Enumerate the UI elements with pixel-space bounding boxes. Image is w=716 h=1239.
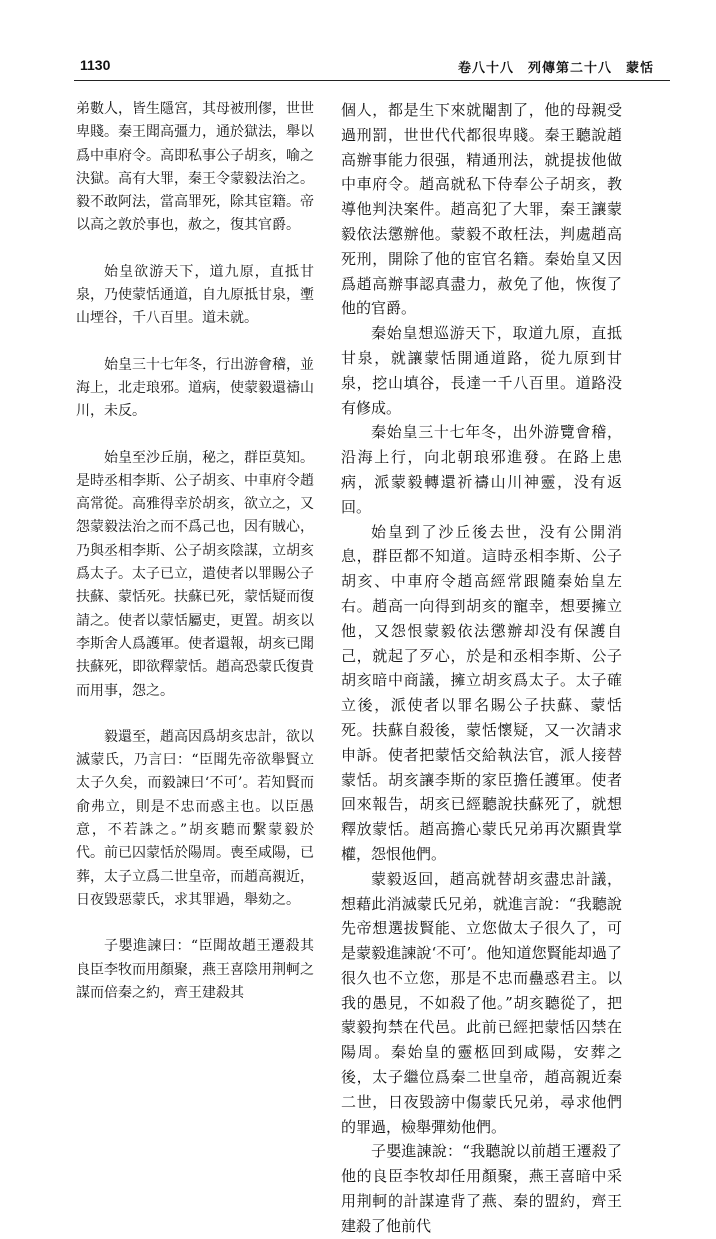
paragraph-gap: [76, 912, 314, 935]
page-header: [60, 55, 672, 79]
translation-paragraph: 蒙毅返回，趙高就替胡亥盡忠計議，想藉此消滅蒙氏兄弟，就進言說：“我聽說先帝想選拔賢能、立您做太子很久了，可是蒙毅進諫說‘不可’。他知道您賢能却過了很久也不立您，那是不忠而蠱惑君主。以我的愚見，不如殺了他。”胡亥聽從了，把蒙毅拘禁在代邑。此前已經把蒙恬囚禁在陽周。秦始皇的靈柩回到咸陽，安葬之後，太子繼位爲秦二世皇帝，趙高親近秦二世，日夜毀謗中傷蒙氏兄弟，尋求他們的罪過，檢舉彈劾他們。: [341, 869, 622, 1136]
paragraph-gap: [76, 703, 314, 726]
translation-paragraph: 秦始皇三十七年冬，出外游覽會稽，沿海上行，向北朝琅邪進發。在路上患病，派蒙毅轉還祈禱山川神靈，没有返回。: [341, 423, 622, 516]
running-title: 卷八十八 列傳第二十八 蒙恬: [457, 61, 654, 76]
page-number: 1130: [80, 57, 111, 73]
classical-paragraph: 始皇欲游天下，道九原，直抵甘泉，乃使蒙恬通道，自九原抵甘泉，壍山堙谷，千八百里。道未就。: [76, 263, 314, 327]
translation-paragraph: 子嬰進諫說：“我聽說以前趙王遷殺了他的良臣李牧却任用顏聚，燕王喜暗中采用荆軻的計謀違背了燕、秦的盟約，齊王建殺了他前代: [341, 1142, 622, 1235]
translation-paragraph: 秦始皇想巡游天下，取道九原，直抵甘泉，就讓蒙恬開通道路，從九原到甘泉，挖山填谷，長達一千八百里。道路没有修成。: [341, 324, 622, 417]
paragraph-gap: [76, 238, 314, 261]
classical-paragraph: 始皇至沙丘崩，秘之，群臣莫知。是時丞相李斯、公子胡亥、中車府令趙高常從。高雅得幸於胡亥，欲立之，又怨蒙毅法治之而不爲己也，因有賊心，乃與丞相李斯、公子胡亥陰謀，立胡亥爲太子。太子已立，遣使者以罪賜公子扶蘇、蒙恬死。扶蘇已死，蒙恬疑而復請之。使者以蒙恬屬吏，更置。胡亥以李斯舍人爲護軍。使者還報，胡亥已聞扶蘇死，即欲釋蒙恬。趙高恐蒙氏復貴而用事，怨之。: [76, 449, 314, 699]
translation-column: [341, 98, 622, 1239]
classical-paragraph: 毅還至，趙高因爲胡亥忠計，欲以滅蒙氏，乃言曰：“臣聞先帝欲舉賢立太子久矣，而毅諫曰‘不可’。若知賢而俞弗立，則是不忠而惑主也。以臣愚意，不若誅之。”胡亥聽而繫蒙毅於代。前已囚蒙恬於陽周。喪至咸陽，已葬，太子立爲二世皇帝，而趙高親近，日夜毀惡蒙氏，求其罪過，舉劾之。: [76, 728, 314, 908]
header-rule: [74, 80, 670, 81]
translation-paragraph: 始皇到了沙丘後去世，没有公開消息，群臣都不知道。這時丞相李斯、公子胡亥、中車府令趙高經常跟隨秦始皇左右。趙高一向得到胡亥的寵幸，想要擁立他，又怨恨蒙毅依法懲辦却没有保護自己，就起了歹心，於是和丞相李斯、公子胡亥暗中商議，擁立胡亥爲太子。太子確立後，派使者以罪名賜公子扶蘇、蒙恬死。扶蘇自殺後，蒙恬懷疑，又一次請求申訴。使者把蒙恬交給執法官，派人接替蒙恬。胡亥讓李斯的家臣擔任護軍。使者回來報告，胡亥已經聽說扶蘇死了，就想釋放蒙恬。趙高擔心蒙氏兄弟再次顯貴掌權，怨恨他們。: [341, 522, 622, 863]
classical-text-column: [76, 98, 314, 1005]
translation-paragraph: 個人，都是生下來就閹割了，他的母親受過刑罰，世世代代都很卑賤。秦王聽說趙高辦事能力很强，精通刑法，就提拔他做中車府令。趙高就私下侍奉公子胡亥，教導他判決案件。趙高犯了大罪，秦王讓蒙毅依法懲辦他。蒙毅不敢枉法，判處趙高死刑，開除了他的宦官名籍。秦始皇又因爲趙高辦事認真盡力，赦免了他，恢復了他的官爵。: [341, 101, 622, 318]
paragraph-gap: [76, 424, 314, 447]
paragraph-gap: [76, 331, 314, 354]
classical-paragraph: 弟數人，皆生隱宮，其母被刑僇，世世卑賤。秦王聞高彊力，通於獄法，舉以爲中車府令。高即私事公子胡亥，喻之決獄。高有大罪，秦王令蒙毅法治之。毅不敢阿法，當高罪死，除其宦籍。帝以高之敦於事也，赦之，復其官爵。: [76, 101, 314, 234]
classical-paragraph: 始皇三十七年冬，行出游會稽，並海上，北走琅邪。道病，使蒙毅還禱山川，未反。: [76, 356, 314, 420]
classical-paragraph: 子嬰進諫曰：“臣聞故趙王遷殺其良臣李牧而用顏聚，燕王喜陰用荆軻之謀而倍秦之約，齊王建殺其: [76, 938, 314, 1001]
